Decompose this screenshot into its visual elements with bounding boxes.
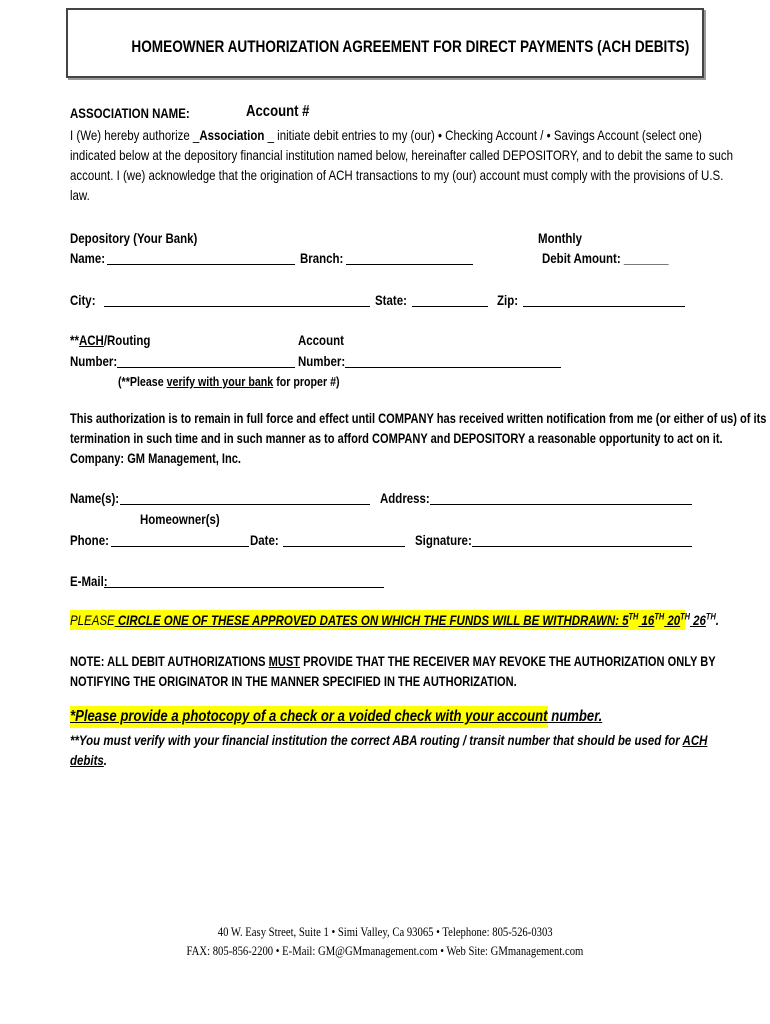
signature-label: Signature:	[415, 532, 472, 548]
note-line-2: NOTIFYING THE ORIGINATOR IN THE MANNER SPECIFIED IN THE AUTHORIZATION.	[70, 674, 517, 689]
email-field[interactable]	[104, 574, 384, 588]
verify-debits: debits	[70, 752, 104, 768]
depository-heading-wrap	[70, 228, 225, 248]
account-label-wrap	[298, 330, 354, 350]
state-label: State:	[375, 292, 407, 308]
routing-note-pre: (**Please	[118, 374, 167, 389]
debit-amount-wrap	[542, 248, 696, 268]
association-name-label: ASSOCIATION NAME:	[70, 105, 190, 121]
account-number-field[interactable]	[345, 354, 561, 368]
bank-name-label: Name:	[70, 250, 106, 266]
note-must: MUST	[268, 654, 301, 669]
routing-ach: ACH	[78, 332, 104, 348]
footer-line-1: 40 W. Easy Street, Suite 1 • Simi Valley, Ca 93065 • Telephone: 805-526-0303	[217, 924, 553, 939]
homeowners-caption-wrap	[140, 509, 237, 529]
terms-company: Company: GM Management, Inc.	[70, 451, 241, 466]
account-number-label: Account #	[246, 103, 310, 120]
date-20th: 20	[664, 612, 681, 628]
names-label: Name(s):	[70, 490, 120, 506]
footer-contact	[0, 943, 770, 959]
date-20th-sup: TH	[680, 611, 690, 622]
zip-label: Zip:	[497, 292, 519, 308]
branch-label-wrap	[300, 248, 353, 268]
email-label: E-Mail:	[70, 573, 108, 589]
routing-note-link: verify with your bank	[166, 374, 274, 389]
zip-field[interactable]	[523, 293, 685, 307]
branch-label: Branch:	[300, 250, 344, 266]
verify-pre: **You must verify with your financial institution the correct ABA routing / transit number that should be used for	[70, 732, 683, 748]
names-field[interactable]	[120, 491, 370, 505]
dates-end: .	[715, 612, 719, 628]
date-26th-sup: TH	[705, 611, 716, 622]
routing-label-wrap	[70, 330, 168, 350]
debit-amount-label: Debit Amount: _______	[542, 250, 669, 266]
routing-label: /Routing	[103, 332, 151, 348]
zip-label-wrap	[497, 290, 523, 310]
auth-line-2: indicated below at the depository financial institution named below, hereinafter called DEPOSITORY, and to debit the same to such	[70, 147, 734, 163]
address-label: Address:	[380, 490, 430, 506]
branch-field[interactable]	[346, 251, 473, 265]
title-box	[66, 8, 704, 78]
authorization-paragraph	[70, 125, 770, 205]
date-field[interactable]	[283, 533, 405, 547]
terms-line-1: This authorization is to remain in full force and effect until COMPANY has received written notification from me (or either of us) of its	[70, 411, 767, 426]
footer-address	[0, 924, 770, 940]
city-field[interactable]	[104, 293, 370, 307]
note-pre: NOTE: ALL DEBIT AUTHORIZATIONS	[70, 654, 269, 669]
note-post: PROVIDE THAT THE RECEIVER MAY REVOKE THE AUTHORIZATION ONLY BY	[300, 654, 716, 669]
verify-ach: ACH	[682, 732, 708, 748]
routing-note-post: for proper #)	[273, 374, 340, 389]
verify-end: .	[103, 752, 108, 768]
dates-please: PLEASE	[70, 612, 115, 628]
routing-number-field[interactable]	[117, 354, 295, 368]
auth-text-1: I (We) hereby authorize _	[70, 127, 200, 143]
date-16th-sup: TH	[654, 611, 665, 622]
phone-field[interactable]	[111, 533, 249, 547]
routing-prefix: **	[70, 332, 79, 348]
bank-name-field[interactable]	[107, 251, 295, 265]
verify-instruction	[70, 730, 770, 770]
account-number-label-wrap	[246, 102, 323, 122]
terms-paragraph	[70, 409, 770, 469]
account-number-field-label: Number:	[298, 353, 346, 369]
monthly-label: Monthly	[538, 230, 582, 246]
state-label-wrap	[375, 290, 414, 310]
association-row	[70, 103, 216, 123]
city-label-wrap	[70, 290, 101, 310]
city-label: City:	[70, 292, 96, 308]
homeowners-caption: Homeowner(s)	[140, 511, 220, 527]
photocopy-instruction-wrap	[70, 706, 603, 728]
auth-line-3: account. I (we) acknowledge that the origination of ACH transactions to my (our) account must comply with the provisions of U.S.	[70, 167, 724, 183]
date-label-wrap	[250, 530, 285, 550]
signature-field[interactable]	[472, 533, 692, 547]
state-field[interactable]	[412, 293, 488, 307]
auth-text-2: _ initiate debit entries to my (our) • Checking Account / • Savings Account (select one)	[264, 127, 702, 143]
date-26th: 26	[689, 612, 706, 628]
dates-text: CIRCLE ONE OF THESE APPROVED DATES ON WHICH THE FUNDS WILL BE WITHDRAWN: 5	[114, 612, 629, 628]
date-label: Date:	[250, 532, 279, 548]
page-title: HOMEOWNER AUTHORIZATION AGREEMENT FOR DIRECT PAYMENTS (ACH DEBITS)	[131, 37, 690, 56]
date-16th: 16	[638, 612, 655, 628]
footer-line-2: FAX: 805-856-2200 • E-Mail: GM@GMmanagement.com • Web Site: GMmanagement.com	[186, 943, 584, 958]
monthly-label-wrap	[538, 228, 592, 248]
phone-label: Phone:	[70, 532, 109, 548]
date-5th-sup: TH	[628, 611, 639, 622]
routing-number-label: Number:	[70, 353, 118, 369]
address-field[interactable]	[430, 491, 692, 505]
withdrawal-dates-line	[70, 610, 719, 630]
account-label: Account	[298, 332, 344, 348]
depository-heading: Depository (Your Bank)	[70, 230, 198, 246]
auth-association: Association	[199, 127, 265, 143]
terms-line-2: termination in such time and in such manner as to afford COMPANY and DEPOSITORY a reasonable opportunity to act on it.	[70, 431, 723, 446]
routing-note-wrap	[118, 372, 388, 392]
auth-line-4: law.	[70, 187, 90, 203]
photocopy-instruction: *Please provide a photocopy of a check or a voided check with your account number.	[70, 708, 603, 725]
note-paragraph	[70, 652, 770, 692]
